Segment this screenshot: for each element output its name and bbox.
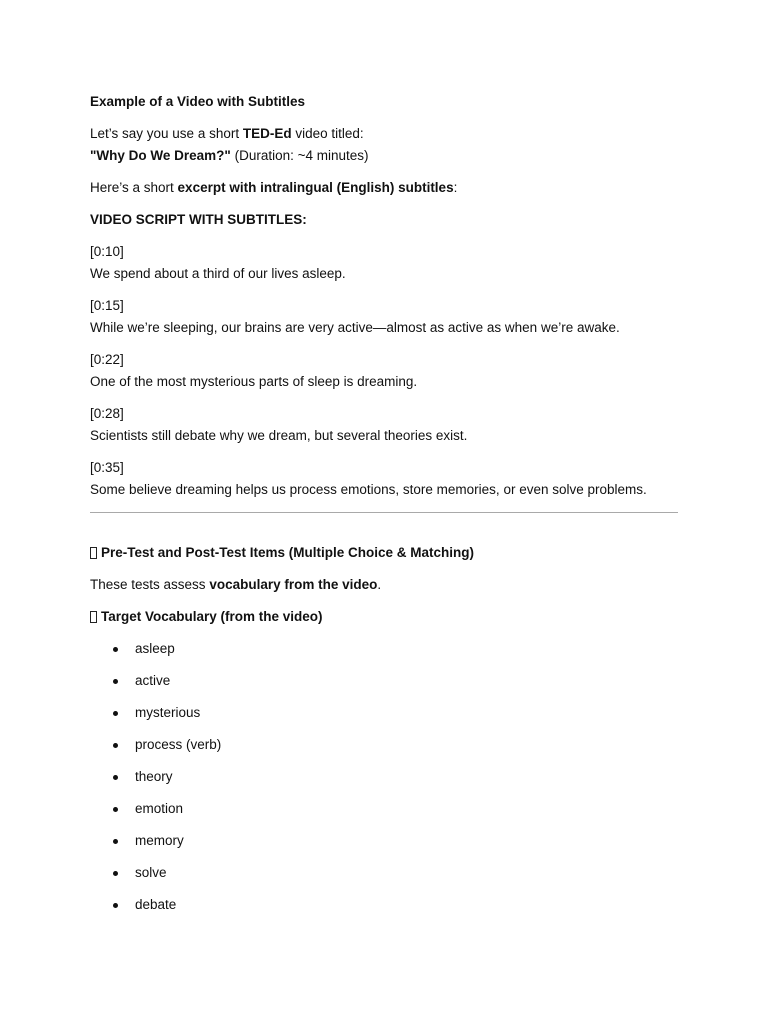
video-title-line [90, 147, 369, 165]
subtitle-time: [0:22] [90, 352, 124, 367]
bullet-icon [113, 743, 118, 748]
bullet-icon [113, 679, 118, 684]
subtitle-text: One of the most mysterious parts of sleep is dreaming. [90, 374, 418, 389]
bullet-icon [113, 711, 118, 716]
subtitle-time: [0:15] [90, 298, 124, 313]
vocab-word: active [135, 673, 171, 688]
list-item [90, 896, 680, 928]
vocab-word: asleep [135, 641, 175, 656]
list-item [90, 704, 680, 736]
subtitle-time: [0:35] [90, 460, 124, 475]
tests-desc-prefix: These tests assess [90, 577, 210, 592]
vocab-heading: Target Vocabulary (from the video) [101, 609, 323, 624]
list-item [90, 832, 680, 864]
video-duration: (Duration: ~4 minutes) [230, 148, 369, 163]
missing-glyph-icon [90, 611, 97, 623]
vocab-word: debate [135, 897, 177, 912]
list-item [90, 864, 680, 896]
bullet-icon [113, 871, 118, 876]
vocab-word: memory [135, 833, 184, 848]
vocabulary-list [90, 640, 680, 928]
tests-heading-line [90, 544, 474, 562]
script-heading: VIDEO SCRIPT WITH SUBTITLES: [90, 212, 307, 227]
subtitle-text: While we’re sleeping, our brains are very active—almost as active as when we’re awake. [90, 320, 620, 335]
horizontal-divider [90, 512, 678, 513]
vocab-word: solve [135, 865, 167, 880]
list-item [90, 800, 680, 832]
excerpt-suffix: : [453, 180, 458, 195]
subtitle-time: [0:10] [90, 244, 124, 259]
document-page [90, 0, 680, 1024]
section-heading: Example of a Video with Subtitles [90, 94, 306, 109]
bullet-icon [113, 839, 118, 844]
video-title: "Why Do We Dream?" [90, 148, 231, 163]
excerpt-prefix: Here’s a short [90, 180, 178, 195]
subtitle-text: We spend about a third of our lives asleep. [90, 266, 346, 281]
subtitle-time: [0:28] [90, 406, 124, 421]
intro-line [90, 125, 364, 143]
tests-description [90, 576, 381, 594]
list-item [90, 736, 680, 768]
excerpt-line [90, 179, 457, 197]
bullet-icon [113, 647, 118, 652]
vocab-heading-line [90, 608, 323, 626]
intro-suffix: video titled: [291, 126, 364, 141]
subtitle-text: Scientists still debate why we dream, but several theories exist. [90, 428, 468, 443]
vocab-word: mysterious [135, 705, 201, 720]
missing-glyph-icon [90, 547, 97, 559]
list-item [90, 672, 680, 704]
vocab-word: process (verb) [135, 737, 222, 752]
list-item [90, 640, 680, 672]
tests-desc-bold: vocabulary from the video [209, 577, 378, 592]
vocab-word: theory [135, 769, 173, 784]
intro-brand: TED-Ed [242, 126, 292, 141]
tests-desc-suffix: . [377, 577, 382, 592]
bullet-icon [113, 775, 118, 780]
list-item [90, 768, 680, 800]
vocab-word: emotion [135, 801, 184, 816]
tests-heading: Pre-Test and Post-Test Items (Multiple Choice & Matching) [101, 545, 475, 560]
bullet-icon [113, 903, 118, 908]
excerpt-bold: excerpt with intralingual (English) subtitles [177, 180, 454, 195]
subtitle-text: Some believe dreaming helps us process emotions, store memories, or even solve problems. [90, 482, 647, 497]
intro-prefix: Let’s say you use a short [90, 126, 243, 141]
bullet-icon [113, 807, 118, 812]
